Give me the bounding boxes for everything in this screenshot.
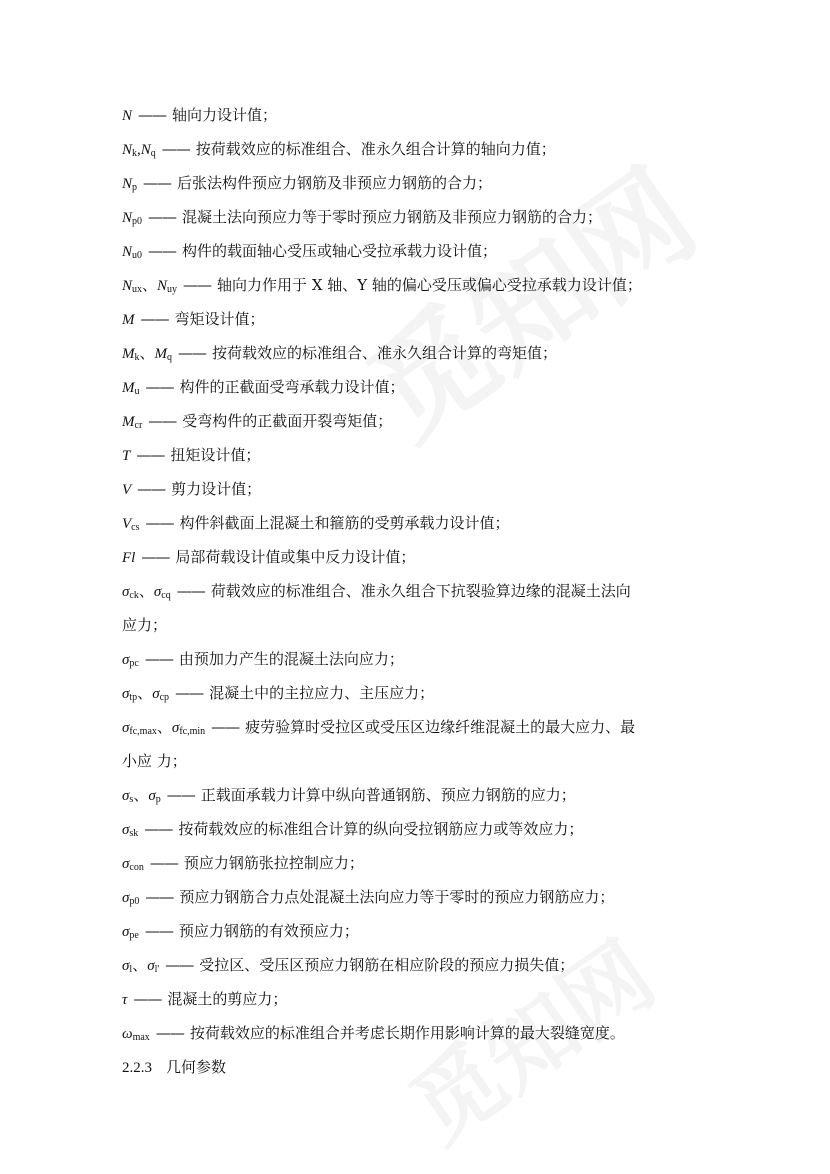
symbol-letter: σ [148, 788, 156, 804]
symbol-letter: T [122, 448, 131, 464]
symbol-subscript: q [150, 148, 156, 159]
symbol-subscript: max [132, 1032, 150, 1043]
symbol [122, 890, 139, 906]
em-dash: —— [137, 480, 166, 498]
symbol-letter: σ [122, 788, 130, 804]
symbol-description: 荷载效应的标准组合、准永久组合下抗裂验算边缘的混凝土法向 [210, 582, 631, 600]
symbol-letter: σ [122, 584, 130, 600]
symbol-definition [122, 914, 722, 948]
em-dash: —— [145, 378, 174, 396]
symbol-subscript: cs [131, 522, 140, 533]
symbol-definition [122, 166, 722, 200]
symbol [122, 516, 140, 532]
symbol-letter: Fl [122, 550, 136, 566]
symbol-letter: σ [147, 958, 155, 974]
symbol-definition [122, 812, 722, 846]
symbol-letter: σ [152, 686, 160, 702]
symbol-letter: M [154, 346, 168, 362]
symbol [122, 482, 131, 498]
symbol-subscript: l' [154, 964, 160, 975]
symbol-letter: 、 [132, 958, 148, 974]
symbol-definition [122, 642, 722, 676]
symbol-subscript: uy [167, 284, 178, 295]
symbol [122, 210, 142, 226]
symbol-definition [122, 302, 722, 336]
symbol [122, 380, 140, 396]
symbol-description: 轴向力作用于 X 轴、Y 轴的偏心受压或偏心受拉承载力设计值； [217, 276, 642, 294]
symbol-definition [122, 948, 722, 982]
symbol-description: 构件斜截面上混凝土和箍筋的受剪承载力设计值； [179, 514, 510, 532]
symbol-subscript: pc [129, 658, 139, 669]
symbol-subscript: cr [134, 420, 143, 431]
symbol-subscript: cq [161, 590, 171, 601]
em-dash: —— [145, 514, 174, 532]
symbol-definition [122, 404, 722, 438]
symbol [122, 346, 172, 362]
symbol [122, 1026, 150, 1042]
em-dash: —— [149, 854, 178, 872]
symbol-description: 混凝土的剪应力； [167, 990, 288, 1008]
symbol-subscript: cp [159, 692, 170, 703]
symbol-letter: ω [122, 1026, 133, 1042]
em-dash: —— [144, 650, 173, 668]
symbol-description: 由预加力产生的混凝土法向应力； [178, 650, 404, 668]
symbol [122, 312, 135, 328]
symbol-letter: N [140, 142, 151, 158]
symbol [122, 686, 169, 702]
symbol-subscript: fc,max [129, 726, 157, 737]
symbol-description: 按荷载效应的标准组合计算的纵向受拉钢筋应力或等效应力； [178, 820, 584, 838]
symbol [122, 550, 135, 566]
symbol-description: 构件的正截面受弯承载力设计值； [179, 378, 405, 396]
symbol-definition [122, 676, 722, 710]
symbol-description: 预应力钢筋合力点处混凝土法向应力等于零时的预应力钢筋应力； [179, 888, 615, 906]
symbol-description: 构件的载面轴心受压或轴心受拉承载力设计值； [182, 242, 498, 260]
symbol-letter: N [122, 210, 133, 226]
symbol-definition [122, 540, 722, 574]
symbol [122, 992, 127, 1008]
symbol-subscript: fc,min [179, 726, 206, 737]
symbol-subscript: con [129, 862, 144, 873]
symbol-definition [122, 336, 722, 370]
symbol-definition [122, 268, 722, 302]
symbol-subscript: u0 [132, 250, 143, 261]
symbol-definition [122, 506, 722, 540]
symbol-letter: σ [122, 958, 130, 974]
symbol-description: 受拉区、受压区预应力钢筋在相应阶段的预应力损失值； [199, 956, 575, 974]
symbol-definition [122, 1016, 722, 1050]
symbol-letter: , [137, 142, 141, 158]
section-number: 2.2.3 [122, 1060, 152, 1076]
symbol-list [122, 98, 722, 1085]
em-dash: —— [145, 888, 174, 906]
symbol [122, 856, 144, 872]
symbol-subscript: u [134, 386, 140, 397]
symbol-letter: N [122, 244, 133, 260]
symbol-subscript: sk [129, 828, 139, 839]
em-dash: —— [166, 786, 195, 804]
symbol [122, 176, 137, 192]
symbol-letter: σ [171, 720, 180, 736]
em-dash: —— [136, 446, 165, 464]
symbol [122, 414, 142, 430]
symbol-definition [122, 132, 722, 166]
symbol-description: 后张法构件预应力钢筋及非预应力钢筋的合力； [177, 174, 493, 192]
symbol-subscript: k [134, 352, 140, 363]
symbol-subscript: p [155, 794, 161, 805]
symbol-letter: V [122, 516, 132, 532]
symbol-letter: σ [122, 652, 130, 668]
symbol-letter: 、 [142, 278, 158, 294]
symbol-description: 疲劳验算时受拉区或受压区边缘纤维混凝土的最大应力、最 [245, 718, 636, 736]
symbol [122, 788, 161, 804]
symbol [122, 584, 171, 600]
symbol-letter: N [122, 142, 133, 158]
symbol-description: 轴向力设计值； [172, 106, 278, 124]
symbol-definition [122, 982, 722, 1016]
em-dash: —— [141, 548, 170, 566]
section-heading [122, 1050, 722, 1085]
symbol-description: 局部荷载设计值或集中反力设计值； [175, 548, 416, 566]
symbol-letter: M [122, 346, 135, 362]
symbol [122, 720, 205, 736]
symbol [122, 822, 138, 838]
symbol [122, 278, 177, 294]
symbol-definition [122, 710, 722, 744]
symbol-description: 混凝土中的主拉应力、主压应力； [209, 684, 435, 702]
symbol-subscript: pe [129, 930, 139, 941]
symbol-description: 扭矩设计值； [170, 446, 261, 464]
symbol-definition [122, 846, 722, 880]
em-dash: —— [138, 106, 167, 124]
symbol-letter: τ [122, 992, 128, 1008]
symbol-letter: N [157, 278, 168, 294]
symbol-letter: σ [153, 584, 162, 600]
symbol-description: 预应力钢筋的有效预应力； [178, 922, 359, 940]
symbol-letter: σ [122, 856, 130, 872]
em-dash: —— [148, 242, 177, 260]
symbol-definition [122, 370, 722, 404]
em-dash: —— [176, 582, 205, 600]
symbol-subscript: p0 [129, 896, 140, 907]
symbol-letter: 、 [133, 788, 149, 804]
symbol-description: 按荷载效应的标准组合并考虑长期作用影响计算的最大裂缝宽度。 [189, 1024, 625, 1042]
symbol-description: 按荷载效应的标准组合、准永久组合计算的弯矩值； [212, 344, 558, 362]
em-dash: —— [148, 412, 177, 430]
symbol-definition [122, 574, 722, 608]
symbol-letter: 、 [139, 346, 155, 362]
symbol [122, 924, 139, 940]
symbol-letter: σ [122, 686, 130, 702]
symbol-subscript: ck [129, 590, 139, 601]
em-dash: —— [178, 344, 207, 362]
symbol-letter: M [122, 312, 135, 328]
symbol-description: 剪力设计值； [171, 480, 262, 498]
symbol-letter: σ [122, 822, 130, 838]
em-dash: —— [155, 1024, 184, 1042]
symbol-subscript: p [132, 182, 138, 193]
symbol-subscript: p0 [132, 216, 143, 227]
symbol-subscript: ux [132, 284, 143, 295]
symbol-letter: N [122, 108, 133, 124]
symbol-definition [122, 778, 722, 812]
symbol-description-continued: 小应 力； [122, 752, 187, 770]
em-dash: —— [175, 684, 204, 702]
symbol-letter: σ [122, 890, 130, 906]
symbol-description: 混凝土法向预应力等于零时预应力钢筋及非预应力钢筋的合力； [182, 208, 603, 226]
symbol-letter: 、 [138, 584, 154, 600]
symbol [122, 448, 130, 464]
symbol-letter: 、 [137, 686, 153, 702]
symbol-letter: M [122, 380, 135, 396]
symbol-letter: σ [122, 720, 130, 736]
section-title: 几何参数 [166, 1058, 227, 1076]
symbol [122, 652, 139, 668]
symbol-description: 预应力钢筋张拉控制应力； [183, 854, 364, 872]
em-dash: —— [140, 310, 169, 328]
symbol-description: 正载面承载力计算中纵向普通钢筋、预应力钢筋的应力； [200, 786, 576, 804]
symbol [122, 244, 142, 260]
symbol-definition [122, 472, 722, 506]
symbol-subscript: k [132, 148, 138, 159]
symbol-letter: N [122, 176, 133, 192]
em-dash: —— [211, 718, 240, 736]
symbol-letter: 、 [156, 720, 172, 736]
symbol-subscript: tp [129, 692, 138, 703]
em-dash: —— [144, 922, 173, 940]
symbol-definition [122, 200, 722, 234]
symbol-definition [122, 98, 722, 132]
em-dash: —— [143, 174, 172, 192]
symbol-definition [122, 234, 722, 268]
symbol-description: 按荷载效应的标准组合、准永久组合计算的轴向力值； [195, 140, 556, 158]
symbol-letter: σ [122, 924, 130, 940]
symbol-description-continued: 应力； [122, 616, 168, 634]
em-dash: —— [144, 820, 173, 838]
symbol-description: 弯矩设计值； [174, 310, 265, 328]
em-dash: —— [148, 208, 177, 226]
symbol [122, 142, 156, 158]
symbol-subscript: s [129, 794, 134, 805]
symbol-subscript: l [129, 964, 133, 975]
symbol-description: 受弯构件的正截面开裂弯矩值； [182, 412, 393, 430]
symbol-subscript: q [167, 352, 173, 363]
em-dash: —— [165, 956, 194, 974]
symbol-definition [122, 880, 722, 914]
em-dash: —— [183, 276, 212, 294]
em-dash: —— [133, 990, 162, 1008]
symbol-letter: V [122, 482, 132, 498]
symbol-letter: M [122, 414, 135, 430]
symbol-letter: N [122, 278, 133, 294]
symbol [122, 108, 132, 124]
symbol [122, 958, 159, 974]
em-dash: —— [161, 140, 190, 158]
symbol-definition [122, 438, 722, 472]
